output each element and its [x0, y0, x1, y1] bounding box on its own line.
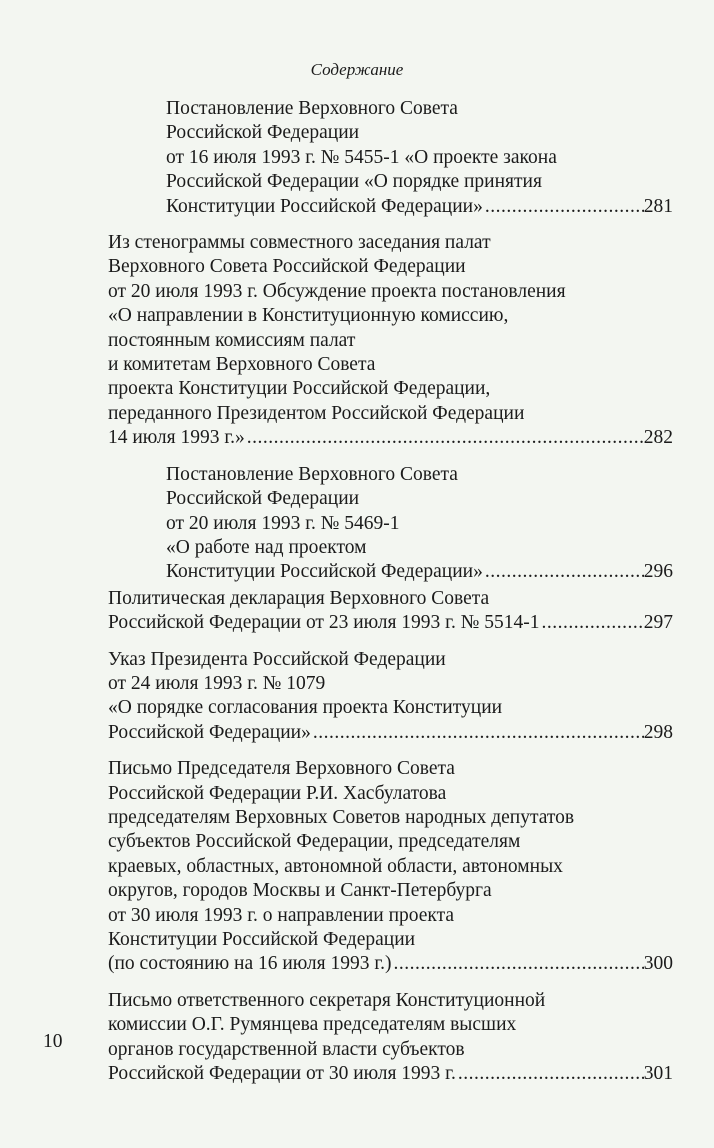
toc-entry-line: и комитетам Верховного Совета — [108, 354, 376, 376]
toc-entry-line: краевых, областных, автономной области, автономных — [108, 855, 563, 877]
running-head: Содержание — [310, 60, 404, 79]
dot-leader — [483, 195, 644, 219]
toc-page-number: 296 — [643, 561, 673, 583]
toc-entry-line: от 24 июля 1993 г. № 1079 — [108, 672, 326, 694]
toc-page-number: 282 — [643, 427, 673, 449]
toc-entry-line: Российской Федерации» — [108, 721, 311, 743]
toc-entry-line: Российской Федерации от 23 июля 1993 г. № 5514-1 — [108, 612, 540, 634]
toc-entry-line: Российской Федерации «О порядке принятия — [166, 171, 542, 193]
toc-entry-last-line — [166, 560, 673, 584]
toc-entry-line: Письмо ответственного секретаря Конституционной — [108, 989, 546, 1011]
toc-entry-last-line — [166, 195, 673, 219]
toc-entry-line: «О порядке согласования проекта Конституции — [108, 697, 503, 719]
toc-entry-line: от 20 июля 1993 г. № 5469-1 — [166, 512, 400, 534]
toc-entry-line: от 30 июля 1993 г. о направлении проекта — [108, 904, 455, 926]
toc-entry-line: от 20 июля 1993 г. Обсуждение проекта постановления — [108, 280, 566, 302]
toc-entry-line: Политическая декларация Верховного Совета — [108, 587, 490, 609]
toc-entry — [108, 989, 673, 1087]
toc-entry-line: органов государственной власти субъектов — [108, 1038, 465, 1060]
toc-entry-last-line — [108, 952, 673, 976]
toc-entry-last-line — [108, 721, 673, 745]
toc-entry-line: 14 июля 1993 г.» — [108, 427, 245, 449]
toc-entry-line: комиссии О.Г. Румянцева председателям высших — [108, 1014, 517, 1036]
toc-entry-line: «О направлении в Конституционную комиссию, — [108, 305, 509, 327]
toc-entry — [108, 97, 673, 219]
toc-entry-line: от 16 июля 1993 г. № 5455-1 «О проекте закона — [166, 146, 557, 168]
toc-entry-line: председателям Верховных Советов народных депутатов — [108, 806, 575, 828]
dot-leader — [456, 1062, 644, 1086]
toc-entry — [108, 757, 673, 977]
table-of-contents — [108, 97, 673, 1098]
toc-page-number: 301 — [643, 1063, 673, 1085]
toc-entry-line: Из стенограммы совместного заседания палат — [108, 232, 491, 254]
toc-entry-last-line — [108, 1062, 673, 1086]
toc-entry-line: «О работе над проектом — [166, 536, 367, 558]
toc-entry-line: Российской Федерации от 30 июля 1993 г. — [108, 1063, 456, 1085]
dot-leader — [311, 721, 644, 745]
toc-entry — [108, 648, 673, 746]
toc-entry-line: проекта Конституции Российской Федерации, — [108, 378, 491, 400]
toc-entry-line: (по состоянию на 16 июля 1993 г.) — [108, 953, 392, 975]
toc-entry-last-line — [108, 611, 673, 635]
dot-leader — [392, 952, 644, 976]
toc-entry-line: Конституции Российской Федерации — [108, 929, 416, 950]
toc-page-number: 300 — [643, 953, 673, 975]
toc-entry-line: постоянным комиссиям палат — [108, 329, 356, 351]
dot-leader — [245, 426, 644, 450]
toc-entry-line: Российской Федерации — [166, 122, 360, 144]
dot-leader — [483, 560, 644, 584]
dot-leader — [539, 611, 643, 635]
toc-entry-line: Конституции Российской Федерации» — [166, 561, 483, 583]
toc-entry-line: Конституции Российской Федерации» — [166, 195, 483, 217]
toc-page-number: 281 — [643, 195, 673, 217]
toc-page-number: 297 — [643, 612, 673, 634]
toc-entry — [108, 231, 673, 451]
toc-entry — [108, 587, 673, 636]
toc-entry-line: Постановление Верховного Совета — [166, 463, 458, 485]
toc-entry-line: субъектов Российской Федерации, председателям — [108, 831, 521, 853]
toc-page-number: 298 — [643, 721, 673, 743]
toc-entry — [108, 463, 673, 585]
toc-entry-line: округов, городов Москвы и Санкт-Петербурга — [108, 880, 492, 902]
toc-entry-line: Верховного Совета Российской Федерации — [108, 256, 466, 278]
page-number: 10 — [43, 1031, 63, 1052]
toc-entry-line: Письмо Председателя Верховного Совета — [108, 758, 455, 780]
toc-entry-line: Постановление Верховного Совета — [166, 98, 458, 119]
toc-entry-last-line — [108, 426, 673, 450]
toc-entry-line: Российской Федерации Р.И. Хасбулатова — [108, 782, 447, 804]
toc-entry-line: Российской Федерации — [166, 488, 360, 510]
toc-entry-line: Указ Президента Российской Федерации — [108, 648, 446, 670]
toc-entry-line: переданного Президентом Российской Федерации — [108, 402, 525, 424]
